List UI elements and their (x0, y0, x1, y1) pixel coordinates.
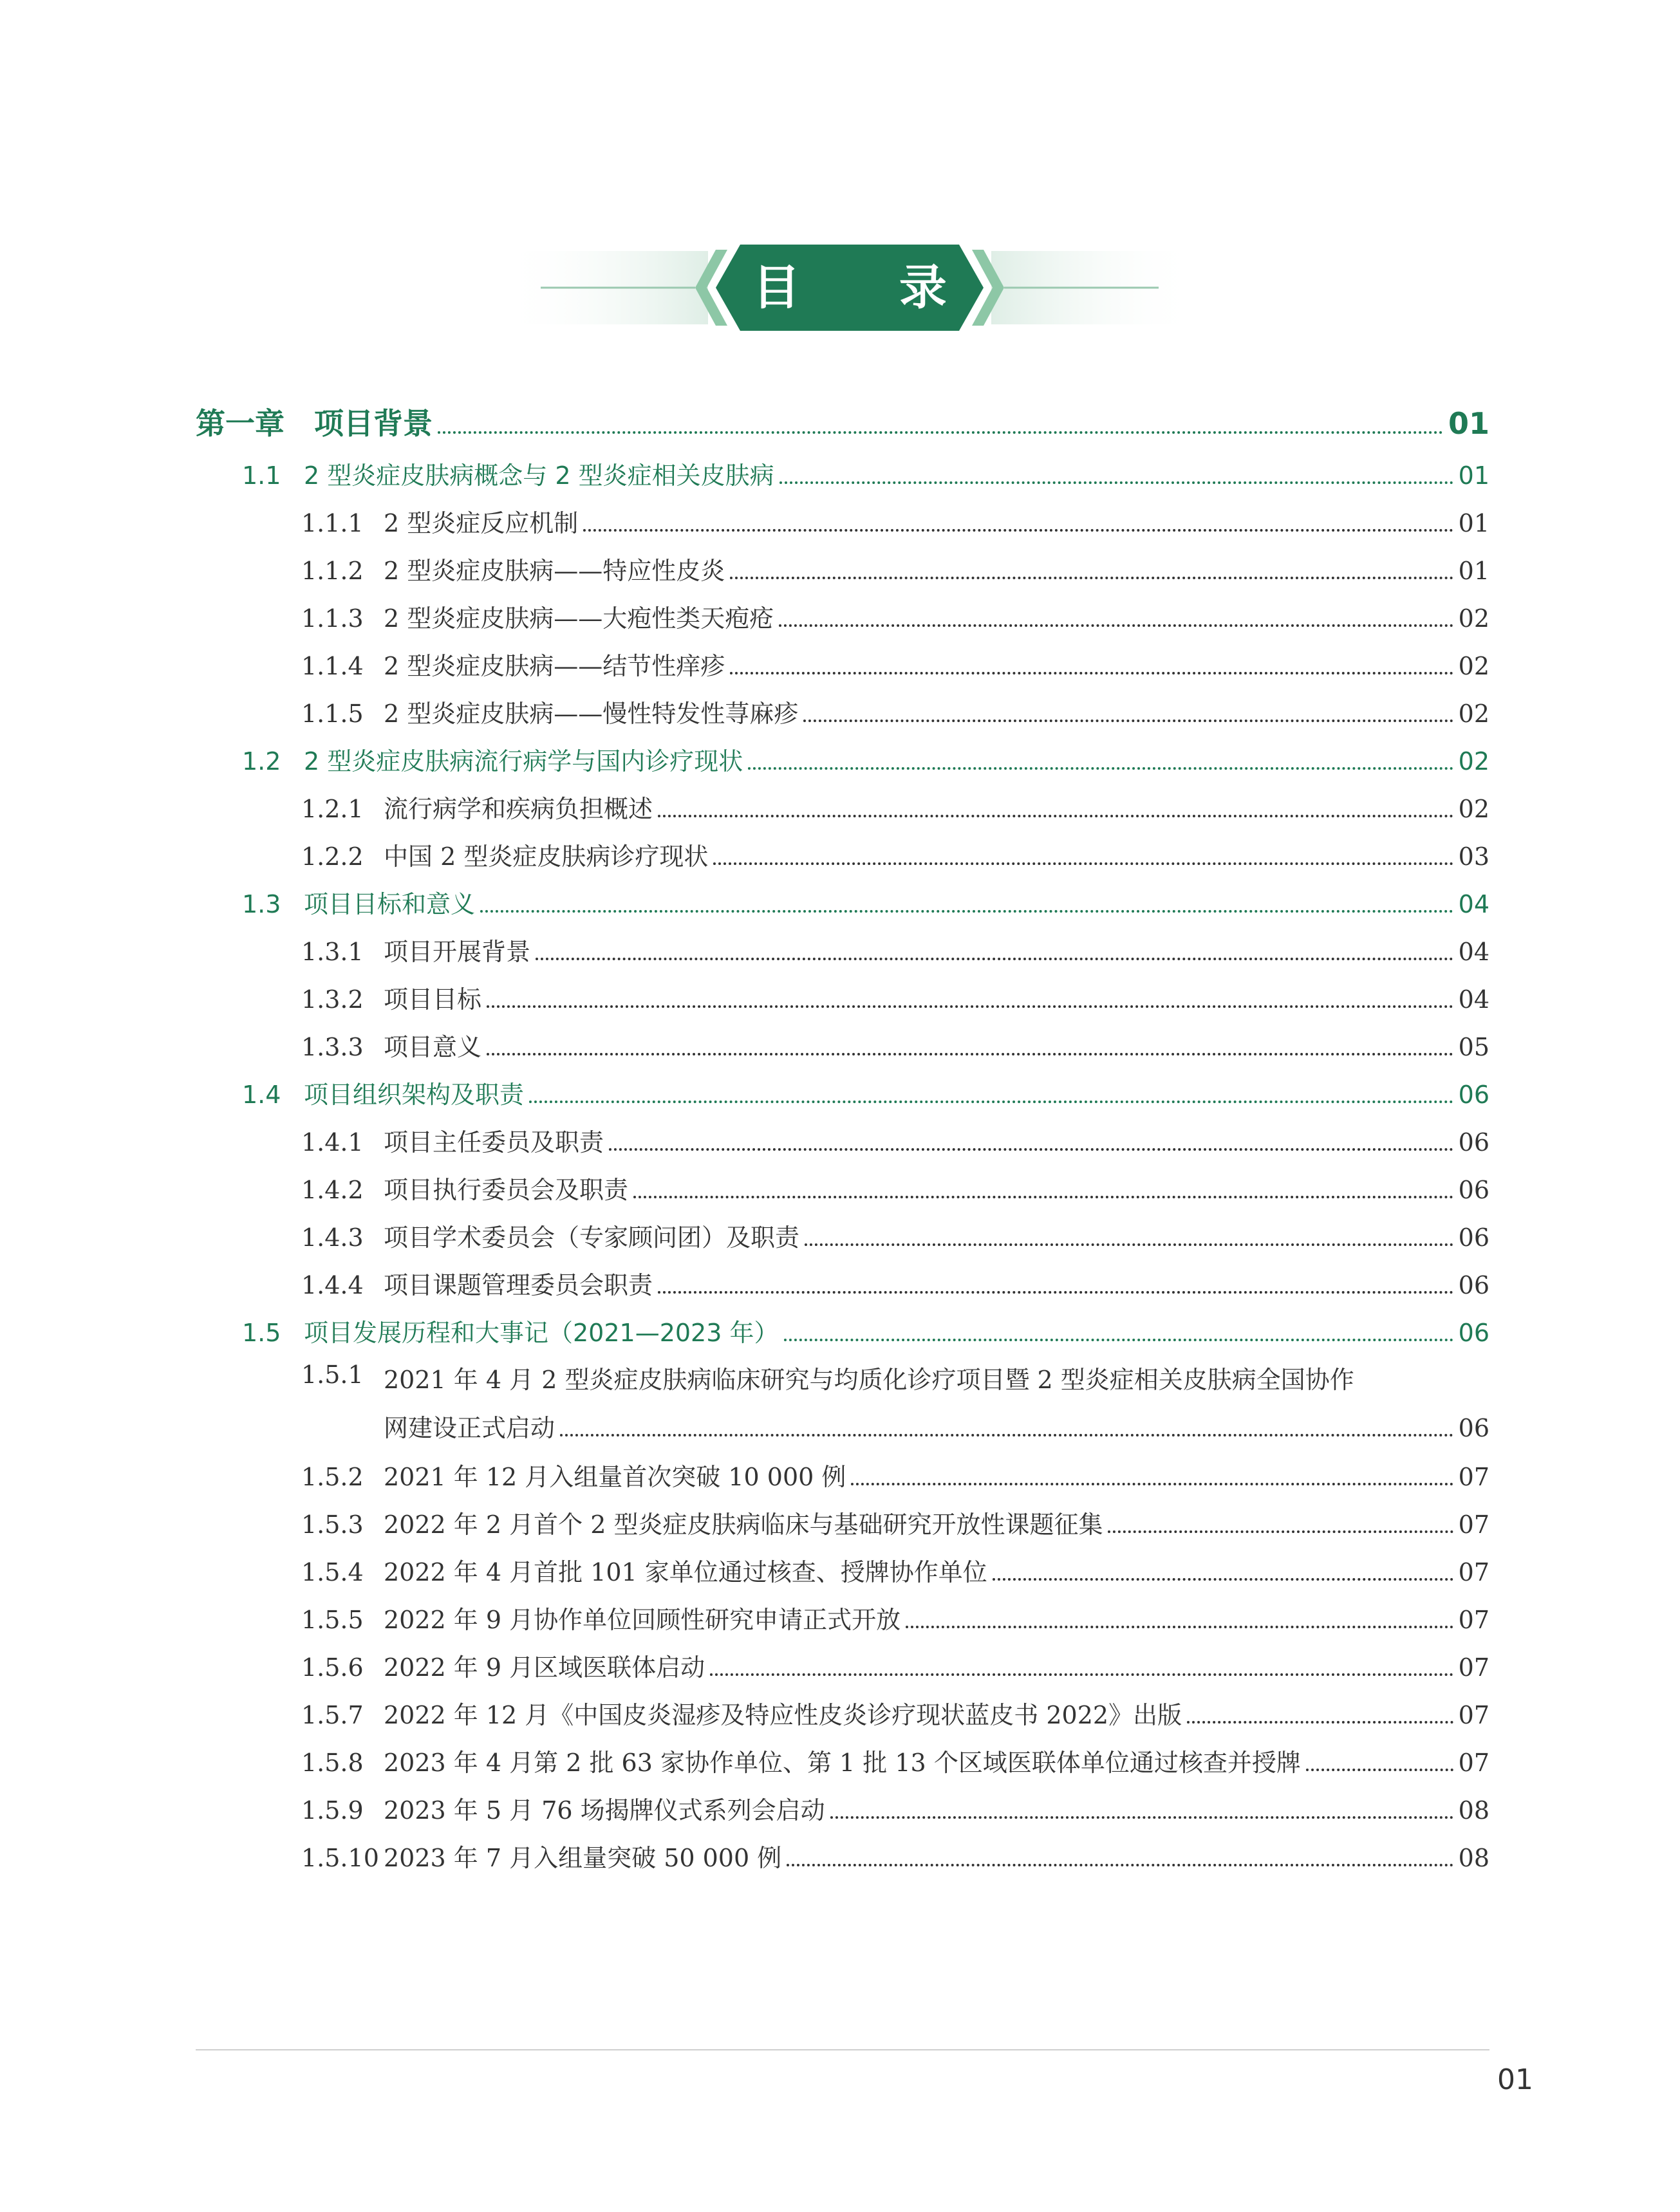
toc-entry-page: 03 (1458, 842, 1489, 871)
toc-entry-number: 1.5.4 (301, 1558, 364, 1586)
toc-subsection-entry[interactable] (196, 1122, 1489, 1170)
toc-entry-title: 2 型炎症皮肤病流行病学与国内诊疗现状 (304, 747, 743, 776)
toc-entry-page: 05 (1458, 1033, 1489, 1061)
toc-entry-number: 1.3 (242, 890, 281, 918)
toc-subsection-entry[interactable] (196, 1838, 1489, 1886)
toc-entry-title-continued: 网建设正式启动 (384, 1414, 555, 1442)
toc-subsection-entry[interactable] (196, 1648, 1489, 1695)
toc-subsection-entry[interactable] (196, 1600, 1489, 1648)
toc-entry-page: 02 (1458, 700, 1489, 728)
toc-entry-title: 2 型炎症皮肤病概念与 2 型炎症相关皮肤病 (304, 461, 774, 490)
toc-entry-title: 项目组织架构及职责 (304, 1081, 525, 1109)
dot-leader (438, 431, 1443, 434)
toc-entry-number: 1.3.2 (301, 985, 364, 1014)
toc-entry-page: 01 (1458, 509, 1489, 537)
toc-entry-page: 08 (1458, 1796, 1489, 1825)
dot-leader (487, 1053, 1453, 1055)
toc-entry-page: 06 (1458, 1223, 1489, 1252)
dot-leader (1306, 1769, 1453, 1771)
toc-subsection-entry[interactable] (196, 1695, 1489, 1743)
dot-leader (529, 1101, 1453, 1103)
toc-entry-number: 1.1.3 (301, 604, 364, 633)
toc-entry-page: 07 (1458, 1463, 1489, 1491)
toc-entry-title: 项目意义 (384, 1033, 482, 1061)
dot-leader (609, 1148, 1453, 1151)
toc-subsection-entry[interactable] (196, 1027, 1489, 1075)
toc-entry-page: 06 (1458, 1319, 1489, 1347)
toc-subsection-entry[interactable] (196, 694, 1489, 741)
toc-entry-page: 01 (1458, 557, 1489, 585)
toc-entry-number: 1.4.2 (301, 1176, 364, 1204)
toc-title: 目 录 (752, 260, 988, 315)
toc-entry-page: 07 (1458, 1653, 1489, 1682)
toc-entry-number: 1.5.10 (301, 1844, 379, 1872)
toc-entry-title: 2023 年 7 月入组量突破 50 000 例 (384, 1844, 782, 1872)
toc-entry-title: 2 型炎症皮肤病——结节性痒疹 (384, 652, 725, 680)
toc-entry-title: 项目主任委员及职责 (384, 1128, 604, 1157)
toc-entry-title: 项目目标 (384, 985, 482, 1014)
toc-entry-page: 04 (1458, 890, 1489, 918)
dot-leader (1187, 1721, 1453, 1724)
toc-entry-title: 2 型炎症皮肤病——慢性特发性荨麻疹 (384, 700, 799, 728)
dot-leader (583, 529, 1453, 532)
dot-leader (779, 481, 1453, 484)
toc-subsection-entry[interactable] (196, 789, 1489, 837)
toc-subsection-entry[interactable] (196, 503, 1489, 551)
toc-entry-title: 项目执行委员会及职责 (384, 1176, 629, 1204)
toc-entry-page: 01 (1458, 461, 1489, 490)
toc-subsection-entry[interactable] (196, 551, 1489, 599)
toc-entry-page: 07 (1458, 1701, 1489, 1729)
toc-entry-number: 1.5.9 (301, 1796, 364, 1825)
toc-entry-title: 2023 年 5 月 76 场揭牌仪式系列会启动 (384, 1796, 825, 1825)
toc-entry-page: 02 (1458, 747, 1489, 776)
toc-entry-title: 项目课题管理委员会职责 (384, 1271, 653, 1299)
toc-subsection-entry[interactable] (196, 980, 1489, 1027)
toc-subsection-entry[interactable] (196, 599, 1489, 646)
toc-subsection-entry[interactable] (196, 1457, 1489, 1505)
toc-section-entry[interactable] (196, 884, 1489, 932)
toc-entry-title: 2 型炎症反应机制 (384, 509, 579, 537)
toc-entry-page: 07 (1458, 1558, 1489, 1586)
toc-entry-title: 项目开展背景 (384, 938, 531, 966)
page-number: 01 (1497, 2063, 1533, 2096)
toc-section-entry[interactable] (196, 456, 1489, 503)
dot-leader (713, 862, 1453, 865)
toc-entry-number: 1.4.3 (301, 1223, 364, 1252)
toc-entry-page: 02 (1458, 604, 1489, 633)
toc-entry-title: 2022 年 2 月首个 2 型炎症皮肤病临床与基础研究开放性课题征集 (384, 1510, 1103, 1539)
toc-subsection-entry[interactable] (196, 837, 1489, 884)
toc-entry-number: 1.4.1 (301, 1128, 364, 1157)
toc-entry-page: 06 (1458, 1128, 1489, 1157)
toc-entry-title: 第一章 项目背景 (196, 406, 433, 441)
toc-entry-page: 04 (1458, 938, 1489, 966)
toc-entry-number: 1.1.5 (301, 700, 364, 728)
toc-entry-title: 项目发展历程和大事记（2021—2023 年） (304, 1319, 779, 1347)
toc-entry-page: 07 (1458, 1606, 1489, 1634)
dot-leader (560, 1434, 1453, 1436)
toc-entry-page: 07 (1458, 1510, 1489, 1539)
toc-entry-number: 1.2.1 (301, 795, 364, 823)
dot-leader (784, 1339, 1453, 1341)
dot-leader (536, 958, 1453, 960)
dot-leader (730, 577, 1453, 579)
toc-subsection-entry[interactable] (196, 1170, 1489, 1218)
toc-entry-number: 1.5.2 (301, 1463, 364, 1491)
toc-entry-number: 1.5.5 (301, 1606, 364, 1634)
dot-leader (787, 1864, 1453, 1866)
toc-entry-number: 1.1.1 (301, 509, 364, 537)
dot-leader (779, 624, 1453, 627)
toc-subsection-entry[interactable] (196, 646, 1489, 694)
toc-entry-title: 项目目标和意义 (304, 890, 476, 918)
dot-leader (633, 1196, 1453, 1198)
toc-entry-page: 06 (1458, 1414, 1489, 1442)
toc-entry-number: 1.1 (242, 461, 281, 490)
dot-leader (658, 1291, 1453, 1294)
toc-entry-number: 1.3.3 (301, 1033, 364, 1061)
dot-leader (803, 720, 1453, 722)
footer-divider (196, 2049, 1489, 2050)
dot-leader (730, 672, 1453, 674)
toc-section-entry[interactable] (196, 1313, 1489, 1361)
dot-leader (851, 1483, 1453, 1485)
toc-section-entry[interactable] (196, 741, 1489, 789)
toc-subsection-entry[interactable] (196, 1265, 1489, 1313)
toc-entry-number: 1.5 (242, 1319, 281, 1347)
toc-subsection-entry[interactable] (196, 1218, 1489, 1265)
toc-entry-number: 1.5.3 (301, 1510, 364, 1539)
dot-leader (906, 1626, 1453, 1628)
toc-entry-title: 中国 2 型炎症皮肤病诊疗现状 (384, 842, 709, 871)
toc-entry-title: 2 型炎症皮肤病——特应性皮炎 (384, 557, 725, 585)
toc-entry-number: 1.4.4 (301, 1271, 364, 1299)
toc-subsection-entry[interactable] (196, 1743, 1489, 1790)
toc-subsection-entry[interactable] (196, 1790, 1489, 1838)
toc-entry-title: 项目学术委员会（专家顾问团）及职责 (384, 1223, 800, 1252)
toc-entry-number: 1.5.1 (301, 1361, 364, 1389)
toc-entry-page: 02 (1458, 652, 1489, 680)
dot-leader (830, 1816, 1453, 1819)
dot-leader (748, 767, 1453, 770)
dot-leader (993, 1578, 1453, 1581)
toc-section-entry[interactable] (196, 1075, 1489, 1122)
toc-entry-page: 04 (1458, 985, 1489, 1014)
dot-leader (710, 1673, 1453, 1676)
toc-entry-page: 06 (1458, 1271, 1489, 1299)
toc-entry-title: 2021 年 12 月入组量首次突破 10 000 例 (384, 1463, 846, 1491)
toc-entry-title: 2021 年 4 月 2 型炎症皮肤病临床研究与均质化诊疗项目暨 2 型炎症相关皮肤病全国协作 (384, 1366, 1354, 1394)
toc-entry-title: 流行病学和疾病负担概述 (384, 795, 653, 823)
toc-entry-page: 07 (1458, 1749, 1489, 1777)
toc-entry-title: 2022 年 9 月区域医联体启动 (384, 1653, 705, 1682)
toc-subsection-entry[interactable] (196, 1505, 1489, 1552)
toc-entry-number: 1.1.2 (301, 557, 364, 585)
toc-entry-title: 2023 年 4 月第 2 批 63 家协作单位、第 1 批 13 个区域医联体单位通过核查并授牌 (384, 1749, 1301, 1777)
title-banner (502, 245, 1197, 331)
toc-entry-number: 1.1.4 (301, 652, 364, 680)
toc-entry-number: 1.4 (242, 1081, 281, 1109)
toc-subsection-entry[interactable] (196, 1361, 1489, 1457)
toc-entry-number: 1.2 (242, 747, 281, 776)
toc-entry-number: 1.2.2 (301, 842, 364, 871)
toc-entry-number: 1.3.1 (301, 938, 364, 966)
dot-leader (1108, 1530, 1453, 1533)
toc-entry-page: 06 (1458, 1176, 1489, 1204)
toc-entry-page: 08 (1458, 1844, 1489, 1872)
toc-entry-number: 1.5.6 (301, 1653, 364, 1682)
toc-entry-page: 01 (1448, 406, 1489, 441)
dot-leader (658, 815, 1453, 817)
toc-entry-page: 06 (1458, 1081, 1489, 1109)
dot-leader (487, 1005, 1453, 1008)
toc-entry-page: 02 (1458, 795, 1489, 823)
toc-entry-title: 2022 年 4 月首批 101 家单位通过核查、授牌协作单位 (384, 1558, 987, 1586)
toc-entry-number: 1.5.7 (301, 1701, 364, 1729)
table-of-contents (196, 400, 1489, 1886)
toc-entry-title: 2022 年 9 月协作单位回顾性研究申请正式开放 (384, 1606, 901, 1634)
toc-subsection-entry[interactable] (196, 1552, 1489, 1600)
dot-leader (480, 910, 1453, 913)
toc-entry-title: 2022 年 12 月《中国皮炎湿疹及特应性皮炎诊疗现状蓝皮书 2022》出版 (384, 1701, 1182, 1729)
toc-entry-title: 2 型炎症皮肤病——大疱性类天疱疮 (384, 604, 774, 633)
toc-subsection-entry[interactable] (196, 932, 1489, 980)
dot-leader (805, 1243, 1453, 1246)
toc-chapter-entry[interactable] (196, 400, 1489, 456)
toc-entry-number: 1.5.8 (301, 1749, 364, 1777)
